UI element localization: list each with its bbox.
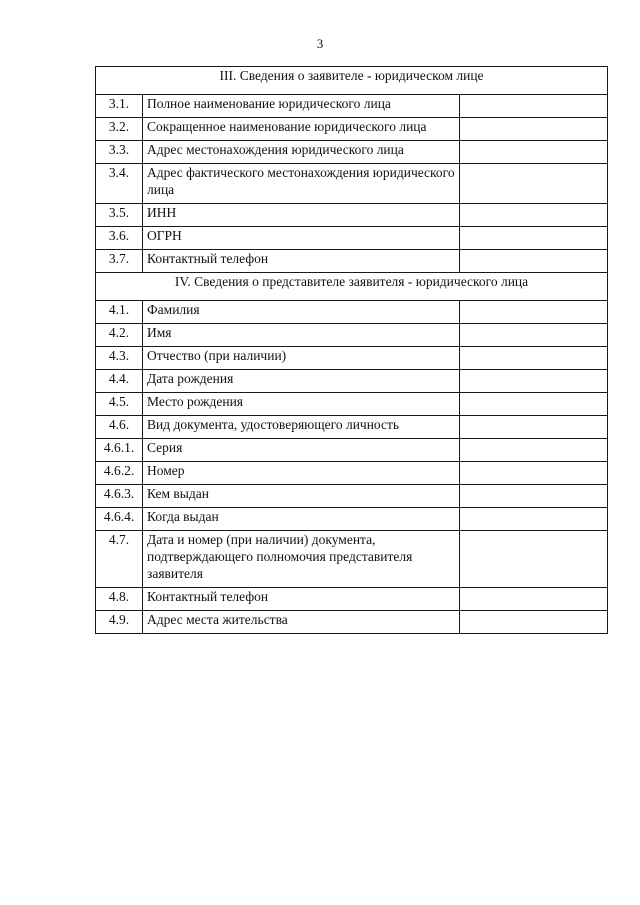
item-number: 4.2. (96, 324, 143, 347)
item-number: 3.2. (96, 118, 143, 141)
item-value-field[interactable] (460, 227, 608, 250)
item-label: Имя (143, 324, 460, 347)
page-number: 3 (316, 36, 324, 51)
applicant-info-table (95, 66, 608, 634)
table-row (96, 164, 608, 204)
item-number: 4.6.2. (96, 462, 143, 485)
item-label: Серия (143, 439, 460, 462)
item-value-field[interactable] (460, 204, 608, 227)
item-label: Номер (143, 462, 460, 485)
item-number: 3.1. (96, 95, 143, 118)
item-number: 4.6. (96, 416, 143, 439)
section-header-row (96, 273, 608, 301)
item-label: Дата и номер (при наличии) документа, подтверждающего полномочия представителя заявителя (143, 531, 460, 588)
table-body (96, 67, 608, 634)
item-label: Сокращенное наименование юридического лица (143, 118, 460, 141)
item-value-field[interactable] (460, 141, 608, 164)
table-row (96, 227, 608, 250)
table-row (96, 204, 608, 227)
table-row (96, 611, 608, 634)
item-value-field[interactable] (460, 393, 608, 416)
section-title: IV. Сведения о представителе заявителя - юридического лица (96, 273, 608, 301)
item-number: 4.6.4. (96, 508, 143, 531)
item-label: ОГРН (143, 227, 460, 250)
item-number: 3.3. (96, 141, 143, 164)
item-number: 4.5. (96, 393, 143, 416)
item-value-field[interactable] (460, 347, 608, 370)
item-label: Отчество (при наличии) (143, 347, 460, 370)
item-value-field[interactable] (460, 164, 608, 204)
table-row (96, 250, 608, 273)
item-label: Адрес фактического местонахождения юридического лица (143, 164, 460, 204)
item-number: 4.6.3. (96, 485, 143, 508)
table-row (96, 508, 608, 531)
table-row (96, 393, 608, 416)
item-value-field[interactable] (460, 485, 608, 508)
item-value-field[interactable] (460, 370, 608, 393)
item-label: ИНН (143, 204, 460, 227)
item-number: 3.4. (96, 164, 143, 204)
item-number: 4.6.1. (96, 439, 143, 462)
item-number: 3.6. (96, 227, 143, 250)
item-number: 4.8. (96, 588, 143, 611)
item-number: 4.1. (96, 301, 143, 324)
item-label: Полное наименование юридического лица (143, 95, 460, 118)
item-label: Фамилия (143, 301, 460, 324)
section-header-row (96, 67, 608, 95)
item-value-field[interactable] (460, 588, 608, 611)
item-number: 4.9. (96, 611, 143, 634)
item-value-field[interactable] (460, 95, 608, 118)
table-row (96, 347, 608, 370)
table-row (96, 485, 608, 508)
item-number: 3.7. (96, 250, 143, 273)
item-label: Контактный телефон (143, 250, 460, 273)
item-label: Кем выдан (143, 485, 460, 508)
item-value-field[interactable] (460, 416, 608, 439)
table-row (96, 118, 608, 141)
table-row (96, 301, 608, 324)
item-value-field[interactable] (460, 611, 608, 634)
item-label: Место рождения (143, 393, 460, 416)
item-label: Дата рождения (143, 370, 460, 393)
item-number: 4.7. (96, 531, 143, 588)
item-label: Адрес местонахождения юридического лица (143, 141, 460, 164)
table-row (96, 95, 608, 118)
item-number: 4.3. (96, 347, 143, 370)
item-value-field[interactable] (460, 118, 608, 141)
item-label: Адрес места жительства (143, 611, 460, 634)
section-title: III. Сведения о заявителе - юридическом лице (96, 67, 608, 95)
item-label: Вид документа, удостоверяющего личность (143, 416, 460, 439)
item-label: Когда выдан (143, 508, 460, 531)
table-row (96, 588, 608, 611)
item-value-field[interactable] (460, 250, 608, 273)
item-number: 3.5. (96, 204, 143, 227)
item-value-field[interactable] (460, 462, 608, 485)
item-number: 4.4. (96, 370, 143, 393)
table-row (96, 531, 608, 588)
item-value-field[interactable] (460, 531, 608, 588)
item-value-field[interactable] (460, 301, 608, 324)
item-value-field[interactable] (460, 439, 608, 462)
table-row (96, 141, 608, 164)
table-row (96, 324, 608, 347)
item-value-field[interactable] (460, 324, 608, 347)
table-row (96, 462, 608, 485)
table-row (96, 439, 608, 462)
item-label: Контактный телефон (143, 588, 460, 611)
table-row (96, 416, 608, 439)
item-value-field[interactable] (460, 508, 608, 531)
table-row (96, 370, 608, 393)
